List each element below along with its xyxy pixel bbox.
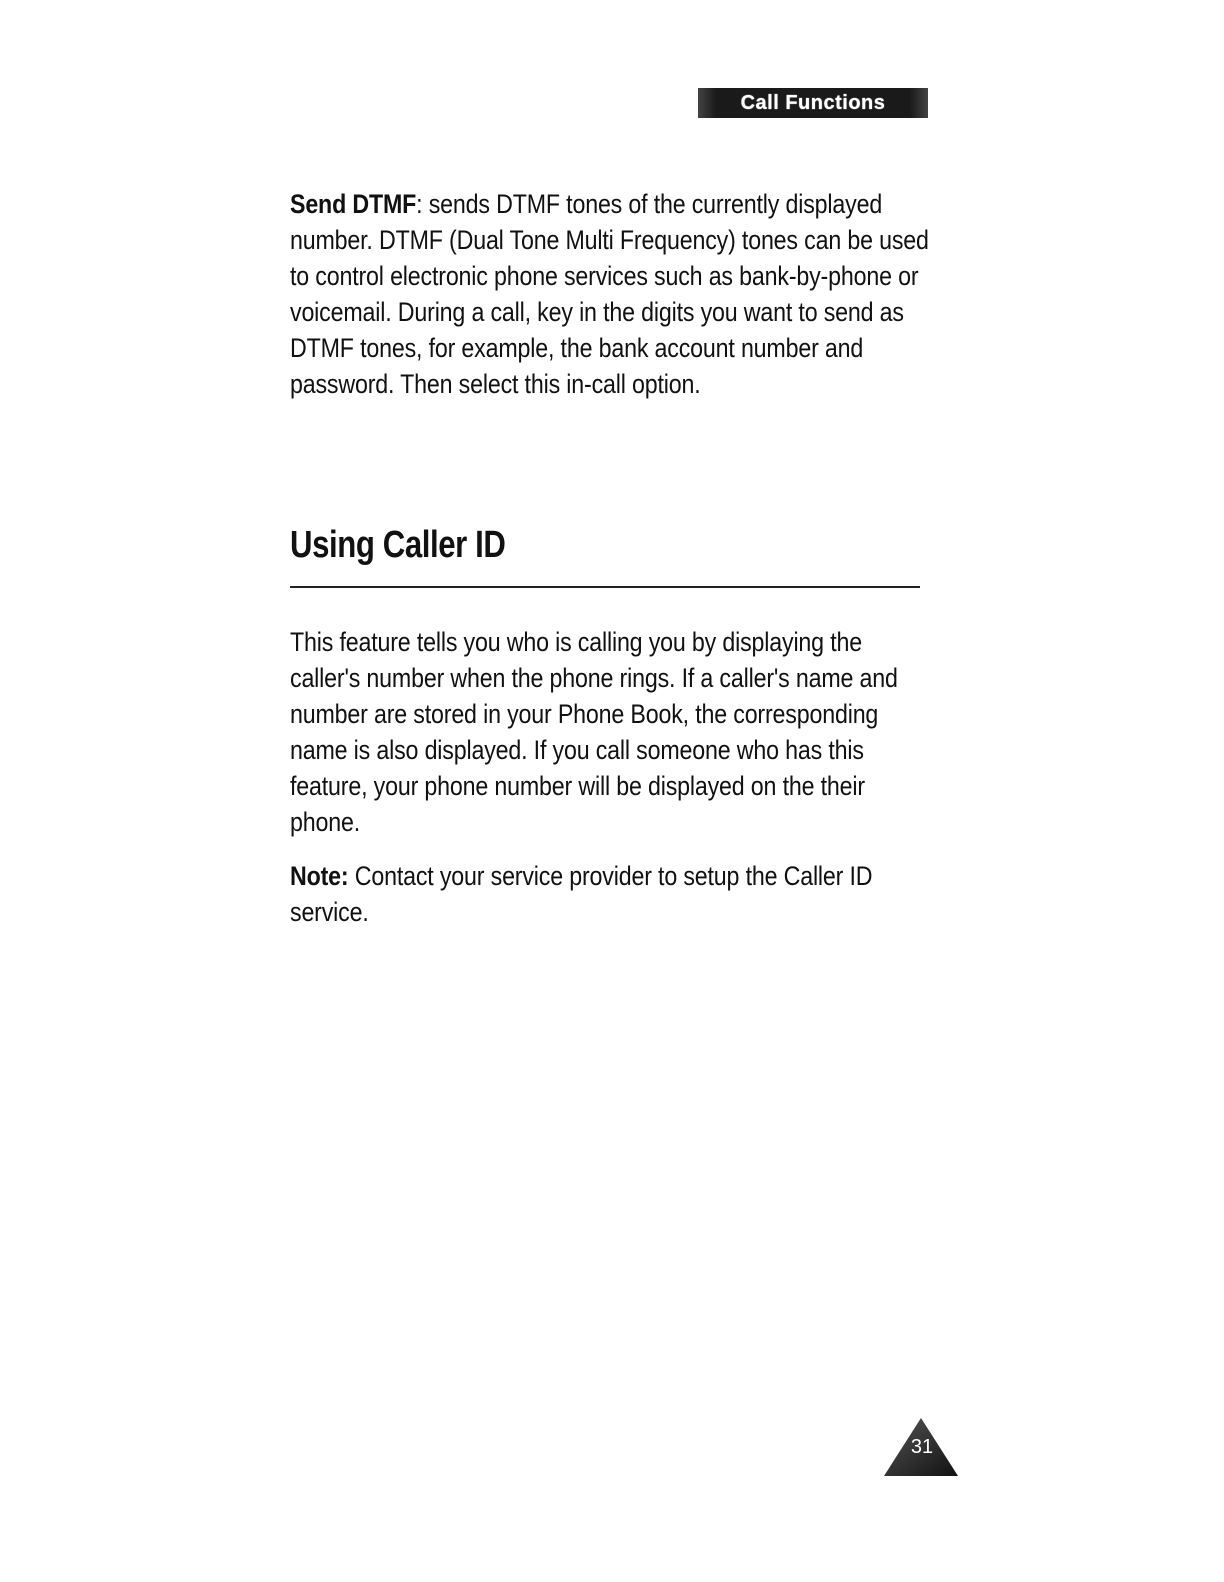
section-tab bbox=[698, 88, 928, 118]
note-text: Contact your service provider to setup the Caller ID service. bbox=[290, 861, 873, 927]
caller-id-heading: Using Caller ID bbox=[290, 524, 506, 566]
caller-id-body: This feature tells you who is calling you by displaying the caller's number when the phone rings. If a caller's name and number are stored in your Phone Book, the corresponding name is also displayed. If you call someone who has this feature, your phone number will be displayed on the their phone. bbox=[290, 627, 898, 837]
send-dtmf-term: Send DTMF bbox=[290, 189, 417, 219]
note-paragraph bbox=[290, 858, 930, 930]
send-dtmf-separator: : bbox=[416, 189, 423, 219]
heading-divider bbox=[290, 586, 920, 588]
page-content bbox=[290, 186, 930, 930]
send-dtmf-text: sends DTMF tones of the currently displayed number. DTMF (Dual Tone Multi Frequency) tones can be used to control electronic phone services such as bank-by-phone or voicemail. During a call, key in the digits you want to send as DTMF tones, for example, the bank account number and password. Then select this in-call option. bbox=[290, 189, 929, 399]
page-number: 31 bbox=[910, 1436, 934, 1458]
note-label: Note: bbox=[290, 861, 349, 891]
section-tab-label: Call Functions bbox=[740, 91, 886, 114]
send-dtmf-paragraph bbox=[290, 186, 930, 402]
